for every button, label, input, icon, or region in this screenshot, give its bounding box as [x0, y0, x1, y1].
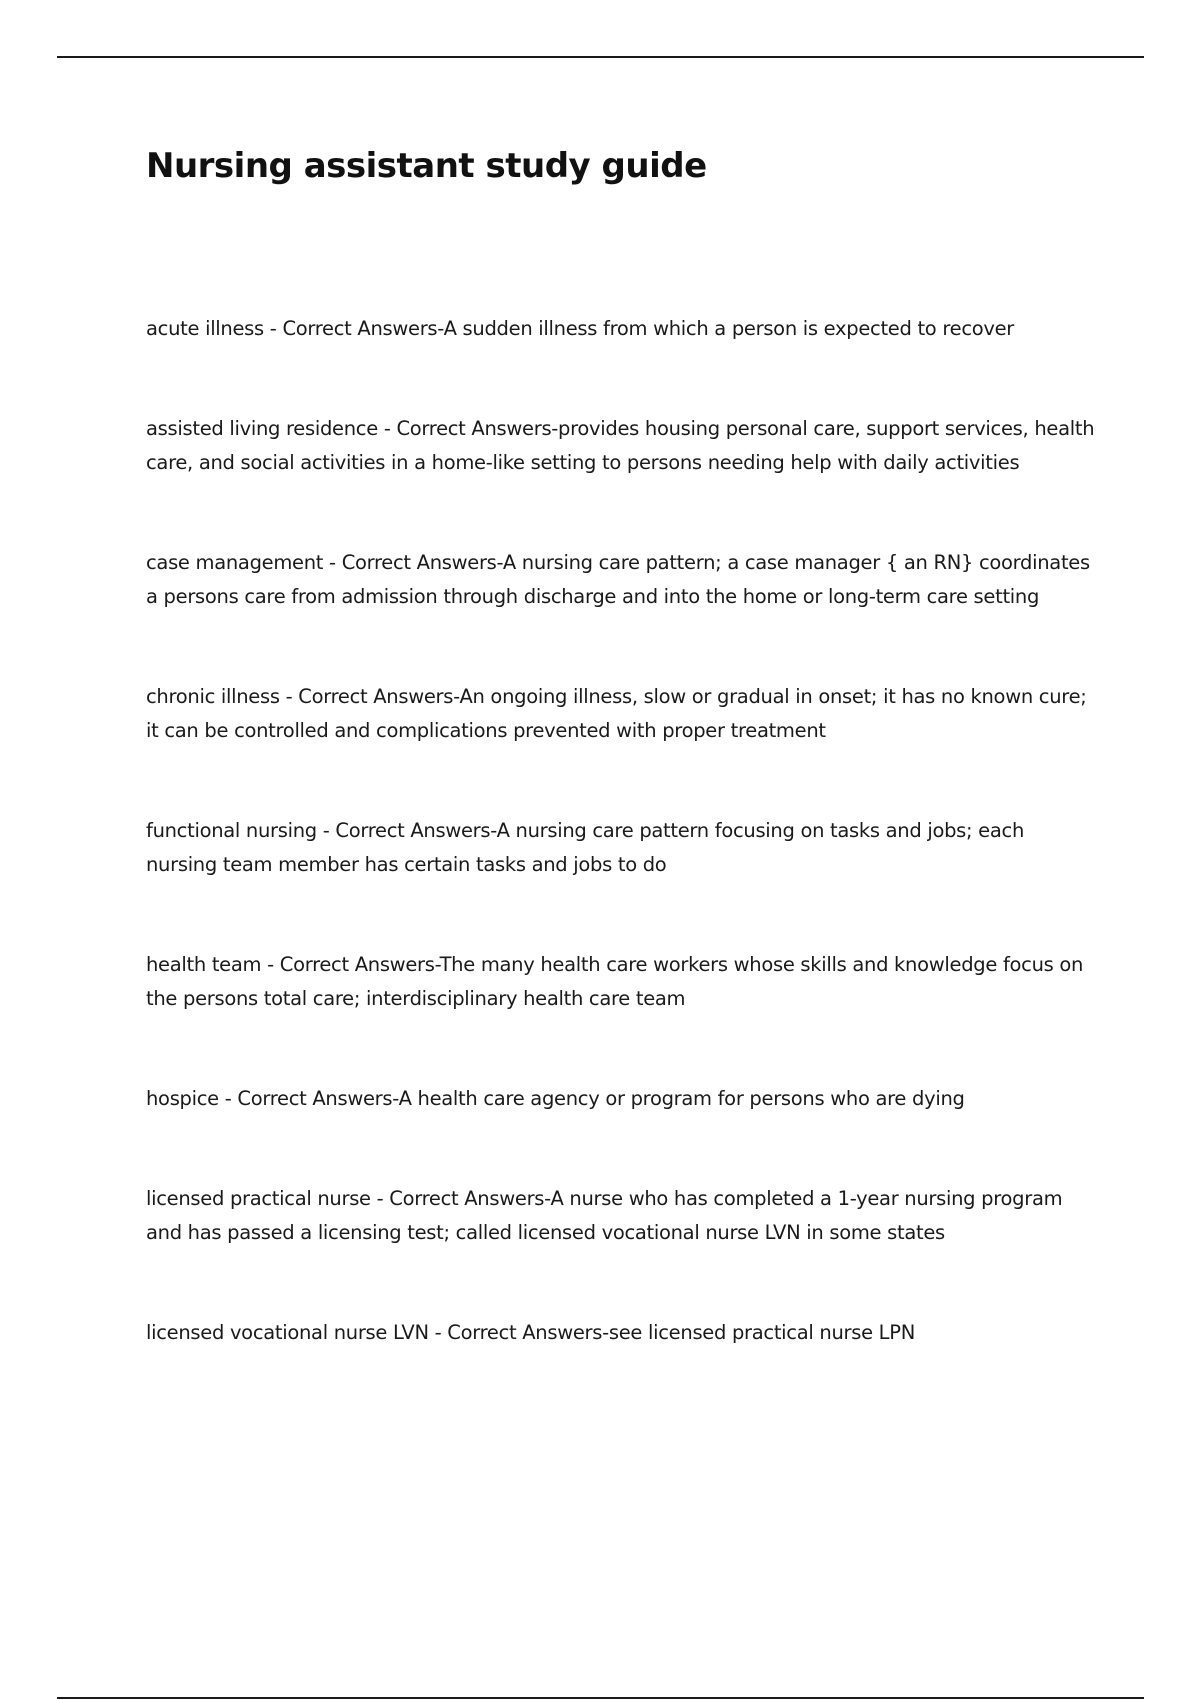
entry-definition: A nursing care pattern focusing on tasks and jobs; each nursing team member has certain tasks and jobs to do	[146, 819, 1025, 876]
entry-separator: - Correct Answers-	[279, 685, 460, 708]
entry-term: licensed vocational nurse LVN	[146, 1321, 429, 1344]
entry-term: acute illness	[146, 317, 264, 340]
entry-item	[146, 680, 1096, 748]
entry-item	[146, 814, 1096, 882]
top-rule	[57, 56, 1144, 58]
entry-item	[146, 1082, 1096, 1116]
entry-term: hospice	[146, 1087, 219, 1110]
entry-term: licensed practical nurse	[146, 1187, 371, 1210]
entry-definition: A health care agency or program for persons who are dying	[398, 1087, 965, 1110]
entry-list	[146, 312, 1096, 1416]
entry-item	[146, 1316, 1096, 1350]
entry-definition: The many health care workers whose skills and knowledge focus on the persons total care; interdisciplinary health care team	[146, 953, 1084, 1010]
bottom-rule	[57, 1697, 1144, 1699]
entry-separator: - Correct Answers-	[323, 551, 503, 574]
entry-separator: - Correct Answers-	[263, 317, 444, 340]
entry-definition: provides housing personal care, support services, health care, and social activities in a home-like setting to persons needing help with daily activities	[146, 417, 1095, 474]
entry-item	[146, 312, 1096, 346]
entry-item	[146, 546, 1096, 614]
entry-separator: - Correct Answers-	[428, 1321, 609, 1344]
entry-term: health team	[146, 953, 262, 976]
entry-separator: - Correct Answers-	[218, 1087, 399, 1110]
entry-separator: - Correct Answers-	[370, 1187, 551, 1210]
page-title: Nursing assistant study guide	[146, 146, 707, 186]
entry-definition: A sudden illness from which a person is expected to recover	[443, 317, 1015, 340]
entry-definition: A nursing care pattern; a case manager { an RN} coordinates a persons care from admission through discharge and into the home or long-term care setting	[146, 551, 1090, 608]
entry-separator: - Correct Answers-	[316, 819, 497, 842]
entry-definition: An ongoing illness, slow or gradual in onset; it has no known cure; it can be controlled and complications prevented with proper treatment	[146, 685, 1087, 742]
entry-term: chronic illness	[146, 685, 280, 708]
entry-term: functional nursing	[146, 819, 317, 842]
entry-item	[146, 948, 1096, 1016]
entry-item	[146, 412, 1096, 480]
entry-separator: - Correct Answers-	[261, 953, 440, 976]
entry-term: case management	[146, 551, 324, 574]
entry-separator: - Correct Answers-	[377, 417, 559, 440]
entry-item	[146, 1182, 1096, 1250]
entry-term: assisted living residence	[146, 417, 378, 440]
entry-definition: see licensed practical nurse LPN	[608, 1321, 915, 1344]
entry-definition: A nurse who has completed a 1-year nursing program and has passed a licensing test; called licensed vocational nurse LVN in some states	[146, 1187, 1063, 1244]
